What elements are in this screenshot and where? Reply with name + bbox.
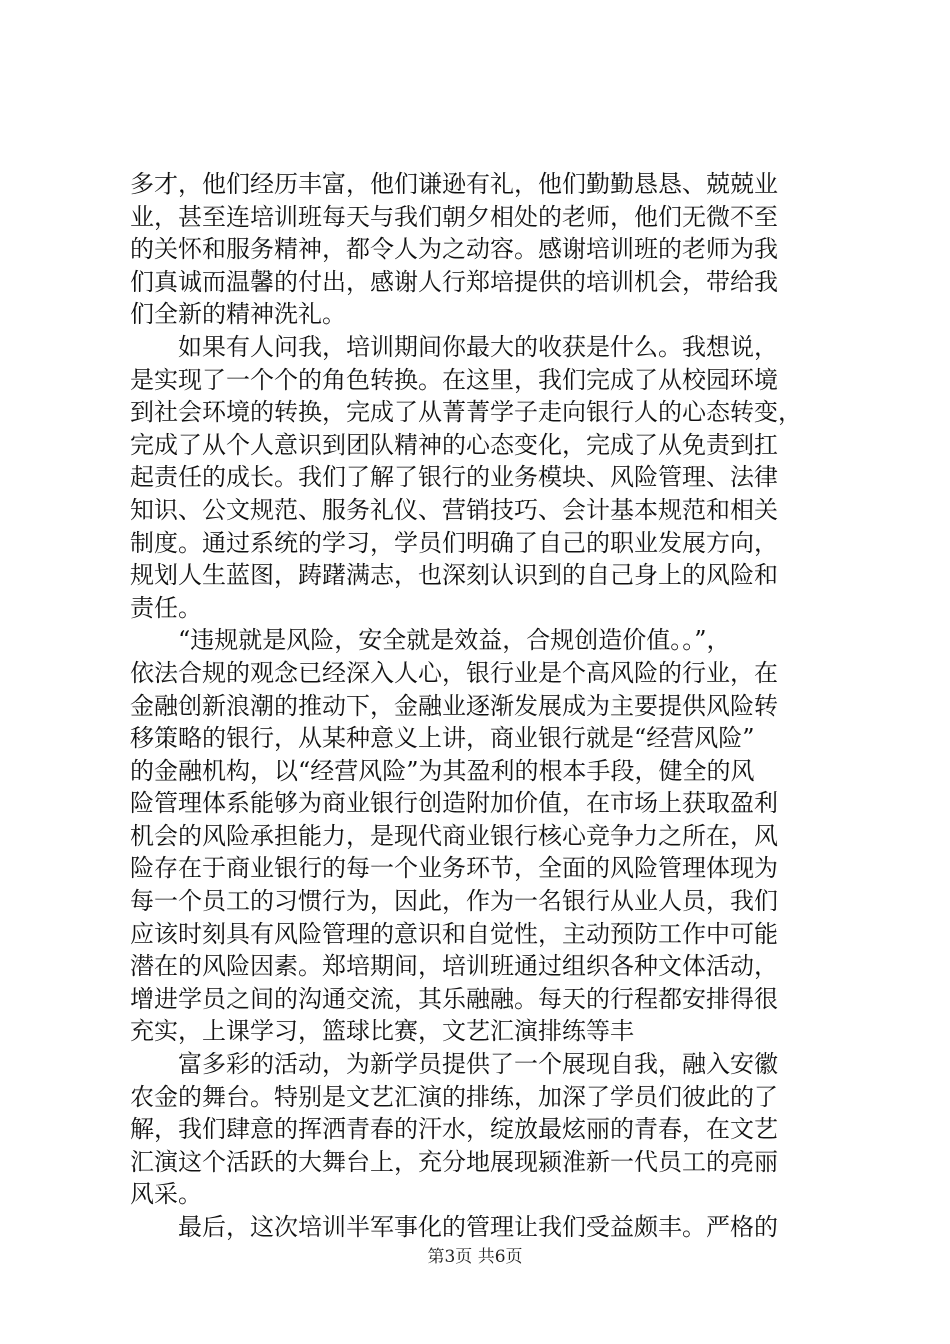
text-line: 业，甚至连培训班每天与我们朝夕相处的老师，他们无微不至 — [130, 202, 778, 231]
text-line: 如果有人问我，培训期间你最大的收获是什么。我想说， — [130, 332, 778, 361]
text-line: 充实，上课学习，篮球比赛，文艺汇演排练等丰 — [130, 1017, 634, 1046]
text-line: 规划人生蓝图，踌躇满志，也深刻认识到的自己身上的风险和 — [130, 561, 778, 590]
text-line: 潜在的风险因素。郑培期间，培训班通过组织各种文体活动， — [130, 952, 778, 981]
text-line: 险管理体系能够为商业银行创造附加价值，在市场上获取盈利 — [130, 789, 778, 818]
text-line: 的关怀和服务精神，都令人为之动容。感谢培训班的老师为我 — [130, 235, 778, 264]
text-line: 机会的风险承担能力，是现代商业银行核心竞争力之所在，风 — [130, 821, 778, 850]
text-line: 多才，他们经历丰富，他们谦逊有礼，他们勤勤恳恳、兢兢业 — [130, 170, 778, 198]
document-body — [130, 168, 830, 1244]
text-line: 是实现了一个个的角色转换。在这里，我们完成了从校园环境 — [130, 365, 778, 394]
text-line: 金融创新浪潮的推动下，金融业逐渐发展成为主要提供风险转 — [130, 691, 778, 720]
text-line: “违规就是风险，安全就是效益，合规创造价值。。”， — [130, 626, 731, 655]
text-line: 完成了从个人意识到团队精神的心态变化，完成了从免责到扛 — [130, 430, 778, 459]
text-line: 们全新的精神洗礼。 — [130, 300, 346, 329]
text-line: 应该时刻具有风险管理的意识和自觉性，主动预防工作中可能 — [130, 919, 778, 948]
text-line: 知识、公文规范、服务礼仪、营销技巧、会计基本规范和相关 — [130, 495, 778, 524]
text-line: 起责任的成长。我们了解了银行的业务模块、风险管理、法律 — [130, 463, 778, 492]
text-line: 风采。 — [130, 1180, 202, 1209]
text-line: 汇演这个活跃的大舞台上，充分地展现颍淮新一代员工的亮丽 — [130, 1147, 778, 1176]
text-line: 富多彩的活动，为新学员提供了一个展现自我，融入安徽 — [130, 1050, 778, 1079]
text-line: 移策略的银行，从某种意义上讲，商业银行就是“经营风险” — [130, 724, 755, 753]
text-line: 增进学员之间的沟通交流，其乐融融。每天的行程都安排得很 — [130, 984, 778, 1013]
text-line: 依法合规的观念已经深入人心，银行业是个高风险的行业，在 — [130, 658, 778, 687]
page-footer: 第3页 共6页 — [427, 1247, 523, 1267]
text-line: 制度。通过系统的学习，学员们明确了自己的职业发展方向， — [130, 528, 778, 557]
text-line: 最后，这次培训半军事化的管理让我们受益颇丰。严格的 — [130, 1213, 778, 1241]
text-line: 解，我们肆意的挥洒青春的汗水，绽放最炫丽的青春，在文艺 — [130, 1115, 778, 1144]
text-line: 农金的舞台。特别是文艺汇演的排练，加深了学员们彼此的了 — [130, 1082, 778, 1111]
text-line: 责任。 — [130, 593, 202, 622]
text-line: 每一个员工的习惯行为，因此，作为一名银行从业人员，我们 — [130, 887, 778, 916]
text-line: 到社会环境的转换，完成了从菁菁学子走向银行人的心态转变， — [130, 398, 802, 427]
text-line: 险存在于商业银行的每一个业务环节，全面的风险管理体现为 — [130, 854, 778, 883]
text-line: 的金融机构，以“经营风险”为其盈利的根本手段，健全的风 — [130, 756, 755, 785]
text-line: 们真诚而温馨的付出，感谢人行郑培提供的培训机会，带给我 — [130, 267, 778, 296]
